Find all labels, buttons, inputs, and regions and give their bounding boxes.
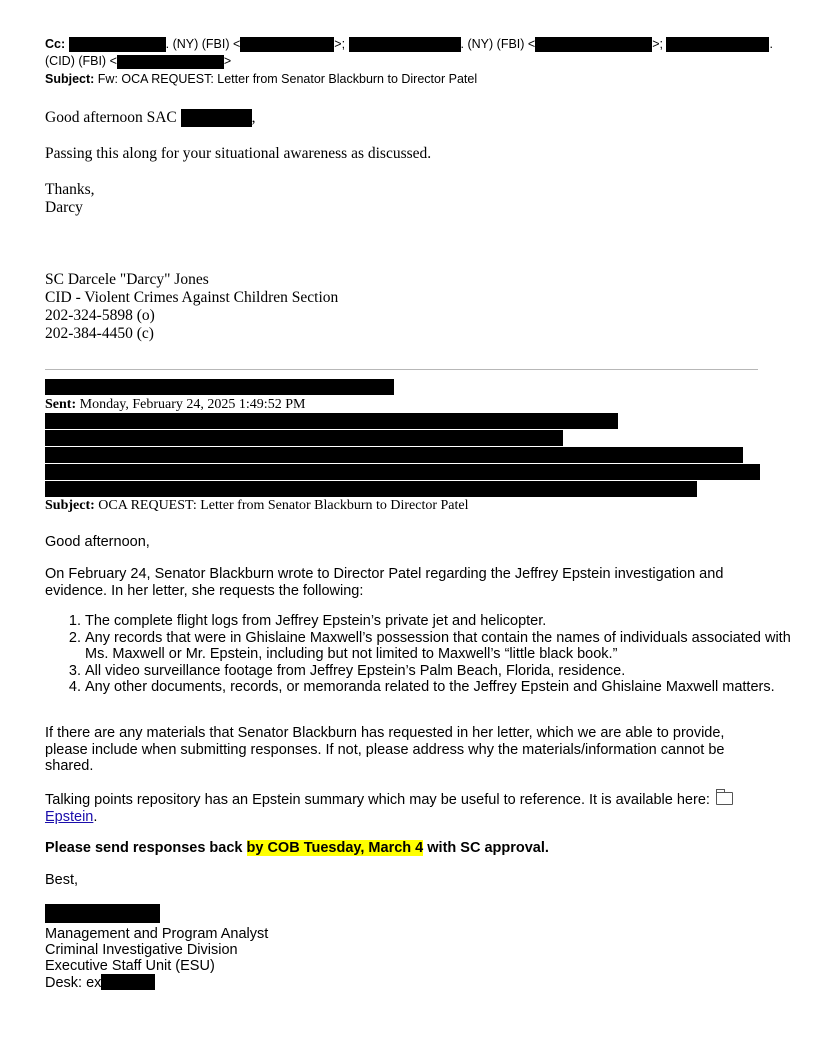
message-intro: On February 24, Senator Blackburn wrote to Director Patel regarding the Jeffrey Epstein investigation and evidence. In her letter, she requests the following: bbox=[45, 566, 724, 599]
redaction bbox=[45, 464, 760, 480]
desk-label: Desk: ex bbox=[45, 975, 102, 991]
message-greeting: Good afternoon, bbox=[45, 534, 150, 550]
talking-points-text: Talking points repository has an Epstein summary which may be useful to reference. It is available here: bbox=[45, 792, 714, 808]
cc-text: . (NY) (FBI) < bbox=[165, 37, 241, 51]
talking-points-paragraph bbox=[45, 792, 765, 825]
redaction bbox=[101, 974, 155, 990]
redaction bbox=[117, 55, 224, 69]
reply-name: Darcy bbox=[45, 199, 83, 216]
redaction bbox=[181, 109, 252, 127]
folder-icon bbox=[716, 792, 733, 805]
sign-off: Best, bbox=[45, 872, 79, 888]
sent-label: Sent: bbox=[45, 397, 77, 412]
cc-text: (CID) (FBI) < bbox=[45, 54, 117, 68]
materials-paragraph: If there are any materials that Senator Blackburn has requested in her letter, which we are able to provide, please include when submitting responses. If not, please address why the materials/information cannot be shared. bbox=[45, 725, 725, 774]
redaction bbox=[45, 430, 563, 446]
redaction bbox=[45, 379, 394, 395]
list-item: 4. Any other documents, records, or memoranda related to the Jeffrey Epstein and Ghislaine Maxwell matters. bbox=[85, 679, 815, 696]
sent-line bbox=[45, 397, 305, 413]
requests-list bbox=[45, 613, 815, 696]
link-period: . bbox=[93, 808, 98, 825]
deadline-line bbox=[45, 840, 549, 857]
subject-value: Fw: OCA REQUEST: Letter from Senator Blackburn to Director Patel bbox=[97, 72, 478, 86]
signature-name: SC Darcele "Darcy" Jones bbox=[45, 271, 209, 288]
forwarded-subject-value: OCA REQUEST: Letter from Senator Blackburn to Director Patel bbox=[98, 498, 469, 513]
redaction bbox=[240, 37, 334, 52]
cc-text: >; bbox=[334, 37, 349, 51]
redaction bbox=[535, 37, 652, 52]
subject-line bbox=[45, 71, 477, 88]
signature-section: CID - Violent Crimes Against Children Section bbox=[45, 289, 339, 306]
deadline-text: Please send responses back bbox=[45, 840, 247, 856]
signature-cell-phone: 202-384-4450 (c) bbox=[45, 325, 154, 342]
redaction bbox=[45, 481, 697, 497]
deadline-highlight: by COB Tuesday, March 4 bbox=[246, 840, 424, 856]
subject-label: Subject: bbox=[45, 72, 95, 86]
reply-closing: Thanks, bbox=[45, 181, 95, 198]
deadline-text: with SC approval. bbox=[423, 840, 549, 856]
redaction bbox=[349, 37, 461, 52]
sender-title: Management and Program Analyst bbox=[45, 926, 269, 942]
cc-line bbox=[45, 36, 773, 53]
cc-label: Cc: bbox=[45, 37, 66, 51]
desk-line bbox=[45, 974, 155, 992]
greeting-comma: , bbox=[251, 109, 256, 126]
redaction bbox=[45, 413, 618, 429]
epstein-link[interactable]: Epstein bbox=[45, 808, 94, 825]
cc-text: . (NY) (FBI) < bbox=[460, 37, 536, 51]
greeting-text: Good afternoon SAC bbox=[45, 109, 181, 126]
divider bbox=[45, 369, 758, 370]
cc-line-2 bbox=[45, 53, 231, 70]
sender-division: Criminal Investigative Division bbox=[45, 942, 238, 958]
signature-office-phone: 202-324-5898 (o) bbox=[45, 307, 155, 324]
list-item: 2. Any records that were in Ghislaine Maxwell’s possession that contain the names of individuals associated with Ms. Maxwell or Mr. Epstein, including but not limited to Maxwell’s “little black book.” bbox=[85, 630, 815, 663]
redaction bbox=[45, 447, 743, 463]
redaction bbox=[666, 37, 769, 52]
sender-unit: Executive Staff Unit (ESU) bbox=[45, 958, 215, 974]
redaction bbox=[45, 904, 160, 923]
forwarded-subject-label: Subject: bbox=[45, 498, 95, 513]
cc-text: > bbox=[223, 54, 232, 68]
reply-body: Passing this along for your situational awareness as discussed. bbox=[45, 145, 432, 162]
reply-greeting bbox=[45, 109, 256, 127]
forwarded-subject-line bbox=[45, 498, 469, 514]
redaction bbox=[69, 37, 166, 52]
sent-value: Monday, February 24, 2025 1:49:52 PM bbox=[79, 397, 306, 412]
list-item: 3. All video surveillance footage from Jeffrey Epstein’s Palm Beach, Florida, residence. bbox=[85, 663, 815, 680]
cc-text: . bbox=[769, 37, 773, 51]
list-item: 1. The complete flight logs from Jeffrey Epstein’s private jet and helicopter. bbox=[85, 613, 815, 630]
cc-text: >; bbox=[652, 37, 667, 51]
